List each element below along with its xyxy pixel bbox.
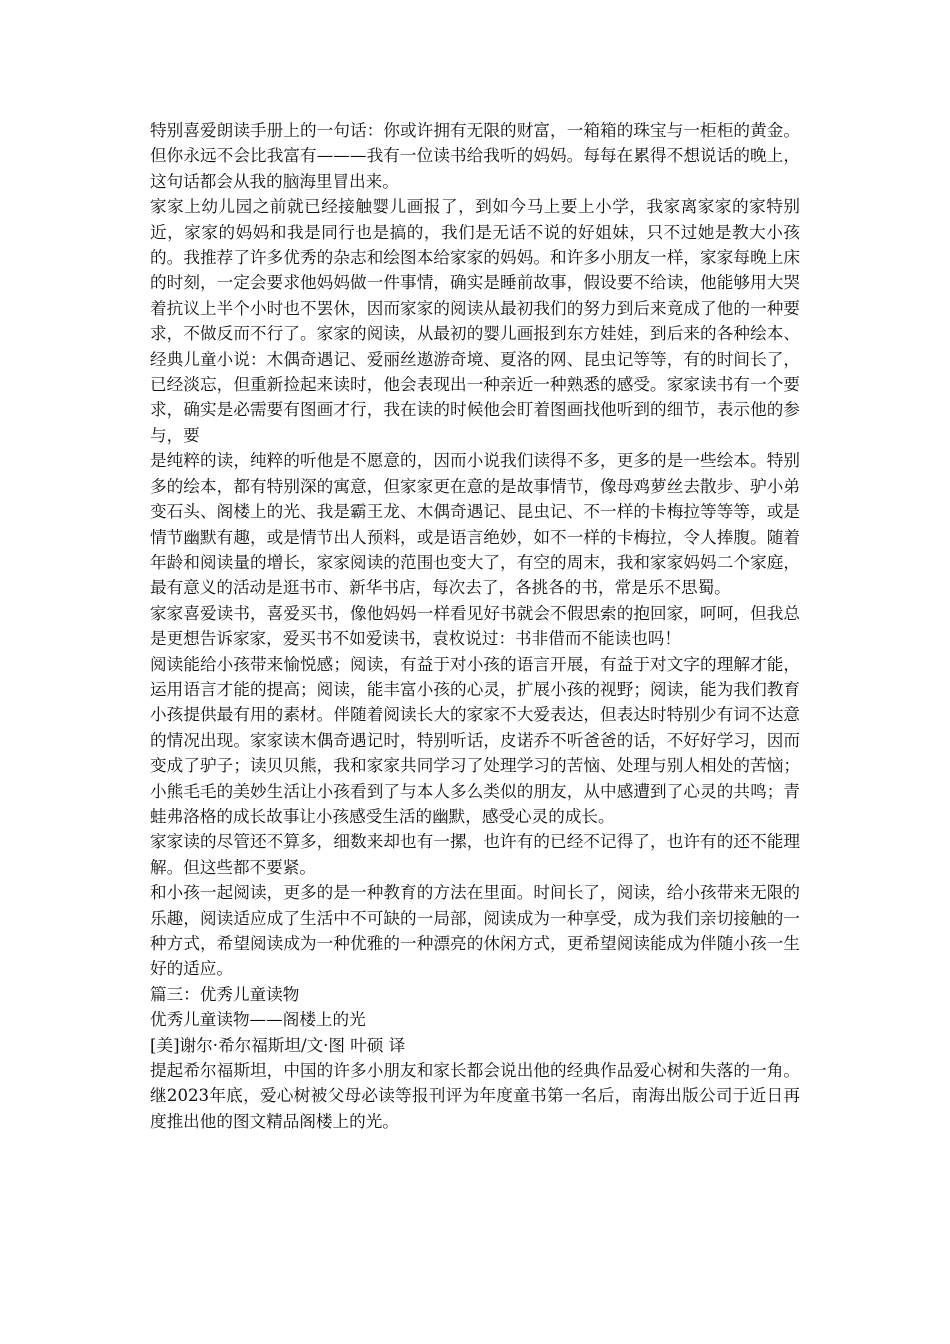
book-title: 优秀儿童读物——阁楼上的光 xyxy=(150,1010,366,1030)
paragraph-silverstein-intro: 提起希尔福斯坦，中国的许多小朋友和家长都会说出他的经典作品爱心树和失落的一角。继2023年底，爱心树被父母必读等报刊评为年度童书第一名后，南海出版公司于近日再度推出他的图文精品阁楼上的光。 xyxy=(150,1061,800,1131)
book-author-credit: [美]谢尔·希尔福斯坦/文·图 叶硕 译 xyxy=(150,1035,406,1055)
paragraph-picture-books: 是纯粹的读，纯粹的听他是不愿意的，因而小说我们读得不多，更多的是一些绘本。特别多的绘本，都有特别深的寓意，但家家更在意的是故事情节，像母鸡萝丝去散步、驴小弟变石头、阁楼上的光、我是霸王龙、木偶奇遇记、昆虫记、不一样的卡梅拉等等等，或是情节幽默有趣，或是情节出人预料，或是语言绝妙，如不一样的卡梅拉，令人捧腹。随着年龄和阅读量的增长，家家阅读的范围也变大了，有空的周末，我和家家妈妈二个家庭，最有意义的活动是逛书市、新华书店，每次去了，各挑各的书，常是乐不思蜀。 xyxy=(150,451,800,598)
paragraph-books-read-so-far: 家家读的尽管还不算多，细数来却也有一摞，也许有的已经不记得了，也许有的还不能理解。但这些都不要紧。 xyxy=(150,832,800,877)
paragraph-reading-with-children: 和小孩一起阅读，更多的是一种教育的方法在里面。时间长了，阅读，给小孩带来无限的乐趣，阅读适应成了生活中不可缺的一局部，阅读成为一种享受，成为我们亲切接触的一种方式，希望阅读成为一种优雅的一种漂亮的休闲方式，更希望阅读能成为伴随小孩一生好的适应。 xyxy=(150,883,800,979)
paragraph-reading-handbook-quote: 特别喜爱朗读手册上的一句话：你或许拥有无限的财富，一箱箱的珠宝与一柜柜的黄金。但你永远不会比我富有———我有一位读书给我听的妈妈。每每在累得不想说话的晚上，这句话都会从我的脑海里冒出来。 xyxy=(150,121,800,191)
document-body xyxy=(150,118,800,1134)
section-heading: 篇三：优秀儿童读物 xyxy=(150,984,300,1004)
paragraph-benefits-of-reading: 阅读能给小孩带来愉悦感；阅读，有益于对小孩的语言开展，有益于对文字的理解才能，运用语言才能的提高；阅读，能丰富小孩的心灵，扩展小孩的视野；阅读，能为我们教育小孩提供最有用的素材。伴随着阅读长大的家家不大爱表达，但表达时特别少有词不达意的情况出现。家家读木偶奇遇记时，特别听话，皮诺乔不听爸爸的话，不好好学习，因而变成了驴子；读贝贝熊，我和家家共同学习了处理学习的苦恼、处理与别人相处的苦恼；小熊毛毛的美妙生活让小孩看到了与本人多么类似的朋友，从中感遭到了心灵的共鸣；青蛙弗洛格的成长故事让小孩感受生活的幽默，感受心灵的成长。 xyxy=(150,654,800,826)
paragraph-loves-buying-books: 家家喜爱读书，喜爱买书，像他妈妈一样看见好书就会不假思索的抱回家，呵呵，但我总是更想告诉家家，爱买书不如爱读书，袁枚说过：书非借而不能读也吗！ xyxy=(150,603,800,649)
paragraph-jiajia-early-reading: 家家上幼儿园之前就已经接触婴儿画报了，到如今马上要上小学，我家离家家的家特别近，家家的妈妈和我是同行也是搞的，我们是无话不说的好姐妹，只不过她是教大小孩的。我推荐了许多优秀的杂志和绘图本给家家的妈妈。和许多小朋友一样，家家每晚上床的时刻，一定会要求他妈妈做一件事情，确实是睡前故事，假设要不给读，他能够用大哭着抗议上半个小时也不罢休，因而家家的阅读从最初我们的努力到后来竟成了他的一种要求，不做反而不行了。家家的阅读，从最初的婴儿画报到东方娃娃，到后来的各种绘本、经典儿童小说：木偶奇遇记、爱丽丝遨游奇境、夏洛的网、昆虫记等等，有的时间长了，已经淡忘，但重新捡起来读时，他会表现出一种亲近一种熟悉的感受。家家读书有一个要求，确实是必需要有图画才行，我在读的时候他会盯着图画找他听到的细节，表示他的参与，要 xyxy=(150,197,800,445)
